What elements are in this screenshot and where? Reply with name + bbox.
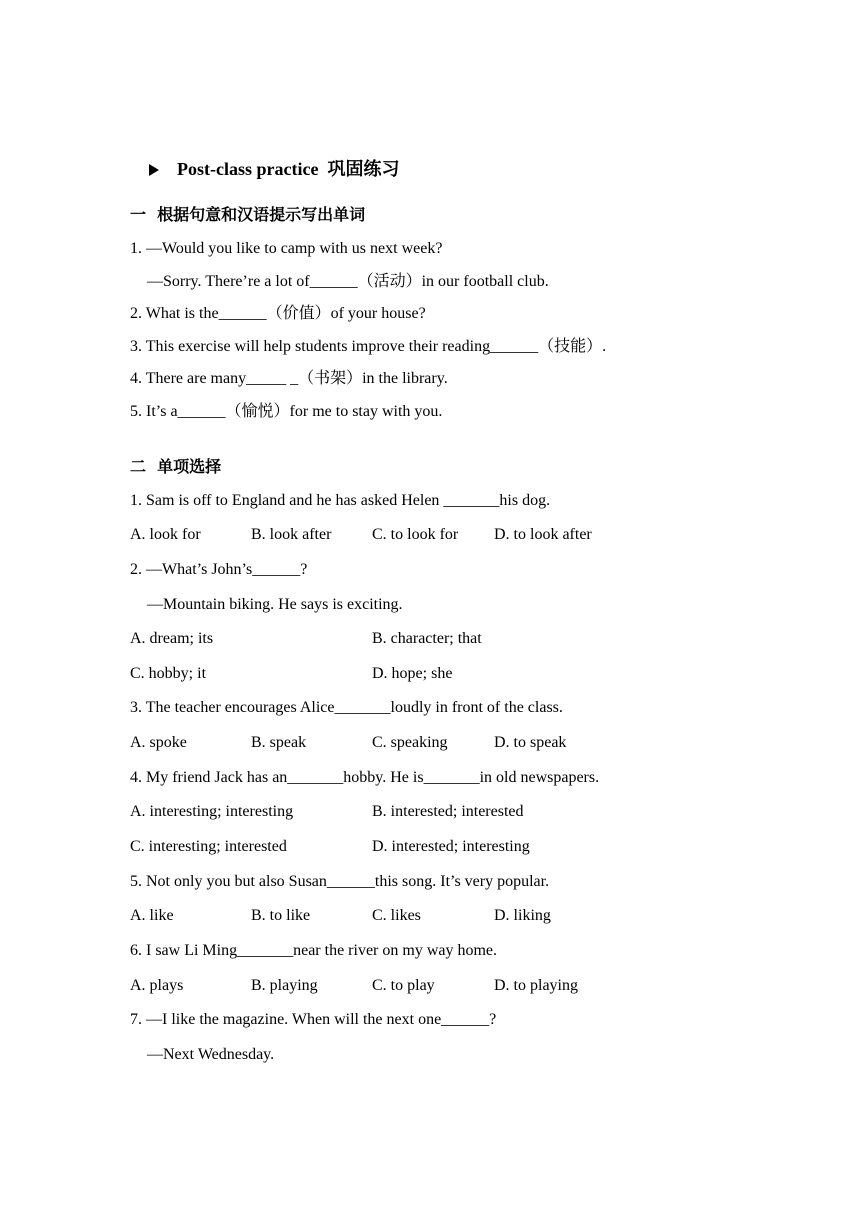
s2-q1-option-d: D. to look after	[494, 526, 592, 543]
s2-q6-option-c: C. to play	[372, 977, 435, 994]
s2-q1-option-b: B. look after	[251, 526, 332, 543]
s2-q6-option-b: B. playing	[251, 977, 318, 994]
s2-q2-option-b: B. character; that	[372, 630, 482, 647]
section-1-title: 一 根据句意和汉语提示写出单词	[130, 205, 366, 224]
s2-question-5: 5. Not only you but also Susan______this song. It’s very popular.	[130, 873, 550, 890]
s2-question-7: 7. —I like the magazine. When will the next one______?	[130, 1011, 497, 1028]
s2-q4-option-a: A. interesting; interesting	[130, 803, 294, 820]
page-title	[131, 133, 400, 179]
s2-q4-option-b: B. interested; interested	[372, 803, 524, 820]
s1-question-5: 5. It’s a______（愉悦）for me to stay with you.	[130, 403, 443, 420]
s2-q5-option-c: C. likes	[372, 907, 421, 924]
s1-question-1-reply: —Sorry. There’re a lot of______（活动）in our football club.	[147, 273, 549, 290]
s2-q6-option-a: A. plays	[130, 977, 184, 994]
s2-q1-option-a: A. look for	[130, 526, 201, 543]
s2-question-1: 1. Sam is off to England and he has asked Helen _______his dog.	[130, 492, 551, 509]
s2-question-2-reply: —Mountain biking. He says is exciting.	[147, 596, 403, 613]
s2-question-3: 3. The teacher encourages Alice_______loudly in front of the class.	[130, 699, 563, 716]
s2-q3-option-d: D. to speak	[494, 734, 567, 751]
arrow-bullet-icon	[149, 164, 159, 176]
s1-question-2: 2. What is the______（价值）of your house?	[130, 305, 426, 322]
s2-q2-option-c: C. hobby; it	[130, 665, 207, 682]
s1-question-1: 1. —Would you like to camp with us next week?	[130, 240, 443, 257]
s2-q5-option-b: B. to like	[251, 907, 311, 924]
s2-q2-option-a: A. dream; its	[130, 630, 214, 647]
s2-q3-option-b: B. speak	[251, 734, 307, 751]
s1-question-3: 3. This exercise will help students improve their reading______（技能）.	[130, 338, 607, 355]
s2-question-7-reply: —Next Wednesday.	[147, 1046, 275, 1063]
s2-question-2: 2. —What’s John’s______?	[130, 561, 308, 578]
s2-q6-option-d: D. to playing	[494, 977, 578, 994]
s2-question-6: 6. I saw Li Ming_______near the river on my way home.	[130, 942, 498, 959]
s2-q2-option-d: D. hope; she	[372, 665, 453, 682]
page-title-text: Post-class practice 巩固练习	[177, 159, 400, 179]
s2-q4-option-d: D. interested; interesting	[372, 838, 530, 855]
s1-question-4: 4. There are many_____ _（书架）in the library.	[130, 370, 448, 387]
s2-q1-option-c: C. to look for	[372, 526, 459, 543]
s2-q3-option-a: A. spoke	[130, 734, 187, 751]
s2-q3-option-c: C. speaking	[372, 734, 448, 751]
s2-q5-option-a: A. like	[130, 907, 174, 924]
s2-question-4: 4. My friend Jack has an_______hobby. He is_______in old newspapers.	[130, 769, 600, 786]
s2-q5-option-d: D. liking	[494, 907, 551, 924]
section-2-title: 二 单项选择	[130, 457, 222, 476]
s2-q4-option-c: C. interesting; interested	[130, 838, 287, 855]
